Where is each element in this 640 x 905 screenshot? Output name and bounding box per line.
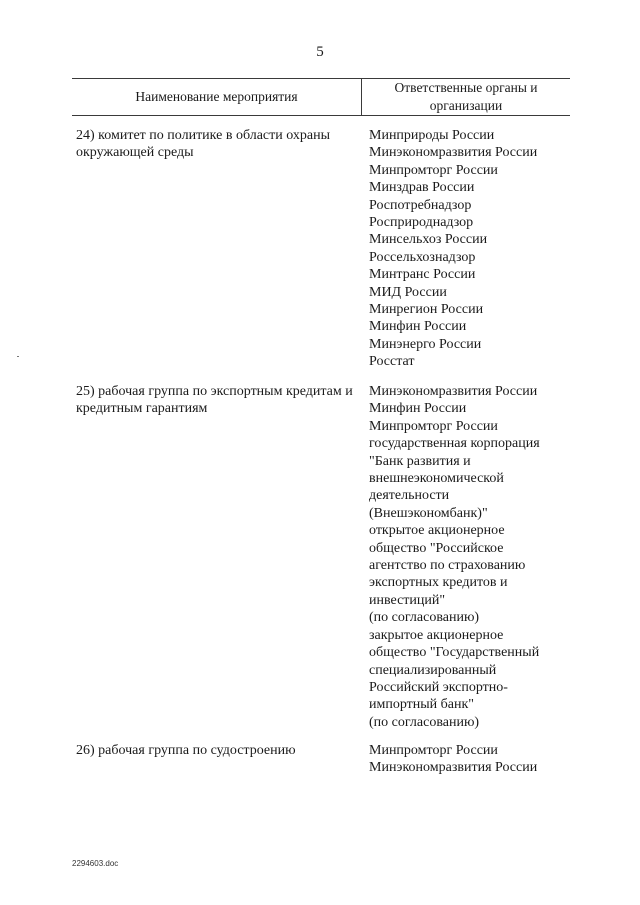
organization-item: Минпромторг России xyxy=(369,162,498,178)
organization-list xyxy=(369,742,574,777)
organization-item: Минсельхоз России xyxy=(369,232,488,248)
organization-item: импортный банк" xyxy=(369,697,475,713)
organization-item: государственная корпорация xyxy=(369,436,540,452)
organization-item: Минтранс России xyxy=(369,267,476,283)
table-header-rule xyxy=(72,115,570,116)
header-organizations-line-2: организации xyxy=(429,98,503,113)
organization-item: Россельхознадзор xyxy=(369,249,476,265)
organization-item: Росприроднадзор xyxy=(369,215,474,231)
organization-item: открытое акционерное xyxy=(369,523,505,539)
organization-item: Минэкономразвития России xyxy=(369,384,538,399)
organization-list xyxy=(369,127,574,371)
organization-item: "Банк развития и xyxy=(369,453,471,469)
organization-item: Минпромторг России xyxy=(369,743,498,758)
organization-item: Минрегион России xyxy=(369,302,484,318)
organization-item: Минэнерго России xyxy=(369,336,482,352)
organization-item: экспортных кредитов и xyxy=(369,575,508,591)
page-number: 5 xyxy=(316,44,324,60)
organization-item: Роспотребнадзор xyxy=(369,197,472,213)
event-name: 25) рабочая группа по экспортным кредитам и кредитным гарантиям xyxy=(76,384,353,417)
organization-item: закрытое акционерное xyxy=(369,627,504,643)
organization-item: Минпромторг России xyxy=(369,418,498,434)
organization-list xyxy=(369,383,574,731)
organization-item: Минфин России xyxy=(369,319,467,335)
organization-item: внешнеэкономической xyxy=(369,471,504,487)
header-responsible-organizations xyxy=(362,79,570,115)
organization-item: Минэкономразвития России xyxy=(369,145,538,161)
organization-item: специализированный xyxy=(369,662,497,678)
organization-item: агентство по страхованию xyxy=(369,558,526,574)
organization-item: Российский экспортно- xyxy=(369,679,508,695)
scan-margin-mark xyxy=(17,356,19,357)
organization-item: общество "Российское xyxy=(369,540,504,556)
organization-item: общество "Государственный xyxy=(369,645,540,661)
organization-item: Минприроды России xyxy=(369,128,495,143)
organization-item: Минэкономразвития России xyxy=(369,760,538,776)
header-organizations-line-1: Ответственные органы и xyxy=(394,80,538,95)
organization-item: (по согласованию) xyxy=(369,610,480,626)
organization-item: МИД России xyxy=(369,284,447,300)
organization-item: деятельности xyxy=(369,488,450,504)
event-name: 26) рабочая группа по судостроению xyxy=(76,743,296,758)
event-name: 24) комитет по политике в области охраны окружающей среды xyxy=(76,128,331,161)
organization-item: Минздрав России xyxy=(369,180,475,196)
header-event-name: Наименование мероприятия xyxy=(135,89,298,104)
organization-item: (по согласованию) xyxy=(369,714,480,730)
file-name: 2294603.doc xyxy=(72,859,119,868)
organization-item: Минфин России xyxy=(369,401,467,417)
organization-item: Росстат xyxy=(369,354,415,370)
organization-item: (Внешэкономбанк)" xyxy=(369,505,488,521)
organization-item: инвестиций" xyxy=(369,592,446,608)
